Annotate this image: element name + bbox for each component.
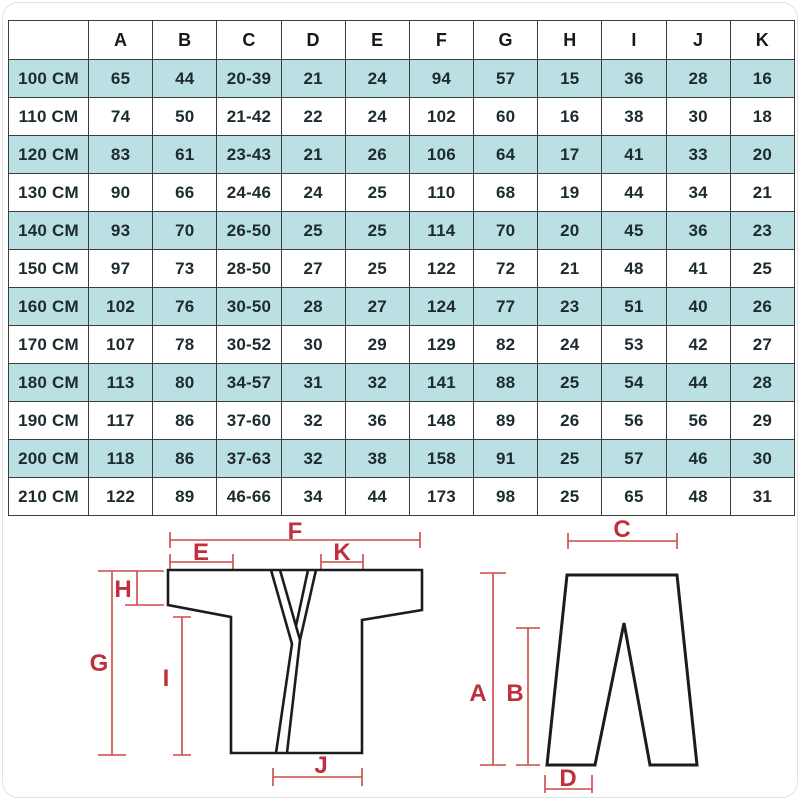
- measurement-cell: 25: [538, 364, 602, 402]
- table-row: [9, 364, 795, 402]
- measurement-cell: 72: [474, 250, 538, 288]
- measurement-cell: 51: [602, 288, 666, 326]
- measurement-cell: 91: [474, 440, 538, 478]
- measurement-cell: 16: [538, 98, 602, 136]
- table-row: [9, 440, 795, 478]
- measurement-cell: 70: [153, 212, 217, 250]
- measurement-cell: 27: [730, 326, 794, 364]
- measurement-cell: 158: [409, 440, 473, 478]
- row-size-label: 100 CM: [9, 60, 89, 98]
- measurement-cell: 88: [474, 364, 538, 402]
- column-header: A: [89, 21, 153, 60]
- row-size-label: 210 CM: [9, 478, 89, 516]
- column-header: I: [602, 21, 666, 60]
- measurement-cell: 21: [730, 174, 794, 212]
- measurement-cell: 129: [409, 326, 473, 364]
- table-row: [9, 250, 795, 288]
- measurement-cell: 90: [89, 174, 153, 212]
- measurement-cell: 56: [666, 402, 730, 440]
- measurement-cell: 102: [409, 98, 473, 136]
- measurement-cell: 34-57: [217, 364, 281, 402]
- measurement-cell: 19: [538, 174, 602, 212]
- pants-dim-label-c: C: [613, 516, 631, 543]
- column-header: J: [666, 21, 730, 60]
- measurement-cell: 53: [602, 326, 666, 364]
- measurement-cell: 28: [666, 60, 730, 98]
- measurement-cell: 41: [666, 250, 730, 288]
- measurement-cell: 37-60: [217, 402, 281, 440]
- measurement-cell: 30: [730, 440, 794, 478]
- measurement-cell: 29: [730, 402, 794, 440]
- measurement-cell: 29: [345, 326, 409, 364]
- row-size-label: 190 CM: [9, 402, 89, 440]
- jacket-diagram: [85, 515, 437, 800]
- measurement-cell: 89: [153, 478, 217, 516]
- measurement-cell: 77: [474, 288, 538, 326]
- measurement-cell: 44: [602, 174, 666, 212]
- pants-outline: [547, 575, 697, 765]
- measurement-cell: 113: [89, 364, 153, 402]
- pants-dim-label-a: A: [469, 680, 487, 707]
- measurement-cell: 21: [281, 60, 345, 98]
- measurement-cell: 32: [281, 402, 345, 440]
- measurement-cell: 93: [89, 212, 153, 250]
- measurement-cell: 25: [538, 440, 602, 478]
- row-size-label: 150 CM: [9, 250, 89, 288]
- corner-cell: [9, 21, 89, 60]
- measurement-cell: 50: [153, 98, 217, 136]
- row-size-label: 200 CM: [9, 440, 89, 478]
- measurement-cell: 21: [281, 136, 345, 174]
- measurement-cell: 25: [538, 478, 602, 516]
- measurement-cell: 21: [538, 250, 602, 288]
- jacket-dim-label-j: J: [314, 752, 328, 779]
- measurement-cell: 64: [474, 136, 538, 174]
- column-header: C: [217, 21, 281, 60]
- measurement-cell: 31: [730, 478, 794, 516]
- measurement-cell: 83: [89, 136, 153, 174]
- measurement-cell: 17: [538, 136, 602, 174]
- measurement-cell: 15: [538, 60, 602, 98]
- measurement-cell: 114: [409, 212, 473, 250]
- column-header: E: [345, 21, 409, 60]
- measurement-cell: 20: [730, 136, 794, 174]
- measurement-cell: 30-50: [217, 288, 281, 326]
- measurement-cell: 24: [538, 326, 602, 364]
- measurement-cell: 34: [666, 174, 730, 212]
- measurement-cell: 80: [153, 364, 217, 402]
- column-header: K: [730, 21, 794, 60]
- measurement-cell: 28: [281, 288, 345, 326]
- jacket-dim-label-k: K: [333, 539, 351, 566]
- measurement-cell: 57: [602, 440, 666, 478]
- measurement-cell: 25: [345, 174, 409, 212]
- measurement-cell: 66: [153, 174, 217, 212]
- measurement-cell: 118: [89, 440, 153, 478]
- measurement-cell: 36: [345, 402, 409, 440]
- row-size-label: 170 CM: [9, 326, 89, 364]
- pants-diagram: [450, 515, 750, 800]
- measurement-cell: 36: [666, 212, 730, 250]
- measurement-cell: 22: [281, 98, 345, 136]
- measurement-cell: 148: [409, 402, 473, 440]
- measurement-cell: 25: [345, 212, 409, 250]
- measurement-cell: 107: [89, 326, 153, 364]
- row-size-label: 130 CM: [9, 174, 89, 212]
- measurement-cell: 65: [602, 478, 666, 516]
- table-row: [9, 60, 795, 98]
- size-table-body: [9, 60, 795, 516]
- measurement-cell: 65: [89, 60, 153, 98]
- table-row: [9, 174, 795, 212]
- measurement-cell: 24: [345, 60, 409, 98]
- measurement-cell: 44: [345, 478, 409, 516]
- measurement-cell: 30: [666, 98, 730, 136]
- table-row: [9, 326, 795, 364]
- measurement-cell: 28-50: [217, 250, 281, 288]
- measurement-cell: 76: [153, 288, 217, 326]
- measurement-cell: 82: [474, 326, 538, 364]
- measurement-cell: 27: [281, 250, 345, 288]
- measurement-cell: 36: [602, 60, 666, 98]
- measurement-cell: 70: [474, 212, 538, 250]
- measurement-cell: 48: [602, 250, 666, 288]
- measurement-cell: 20: [538, 212, 602, 250]
- header-row: [9, 21, 795, 60]
- jacket-dim-label-e: E: [192, 539, 210, 566]
- table-row: [9, 136, 795, 174]
- measurement-cell: 26: [538, 402, 602, 440]
- measurement-cell: 34: [281, 478, 345, 516]
- column-header: B: [153, 21, 217, 60]
- measurement-cell: 61: [153, 136, 217, 174]
- measurement-cell: 23: [730, 212, 794, 250]
- column-header: D: [281, 21, 345, 60]
- row-size-label: 140 CM: [9, 212, 89, 250]
- measurement-cell: 38: [602, 98, 666, 136]
- measurement-cell: 18: [730, 98, 794, 136]
- size-table: [8, 20, 795, 516]
- row-size-label: 120 CM: [9, 136, 89, 174]
- measurement-cell: 44: [153, 60, 217, 98]
- measurement-cell: 23-43: [217, 136, 281, 174]
- jacket-dim-label-i: I: [162, 665, 170, 692]
- row-size-label: 160 CM: [9, 288, 89, 326]
- measurement-cell: 41: [602, 136, 666, 174]
- measurement-cell: 16: [730, 60, 794, 98]
- measurement-cell: 30-52: [217, 326, 281, 364]
- measurement-cell: 60: [474, 98, 538, 136]
- row-size-label: 180 CM: [9, 364, 89, 402]
- measurement-cell: 117: [89, 402, 153, 440]
- measurement-cell: 32: [281, 440, 345, 478]
- column-header: F: [409, 21, 473, 60]
- measurement-cell: 32: [345, 364, 409, 402]
- jacket-dim-label-h: H: [114, 576, 132, 603]
- pants-dim-label-d: D: [559, 765, 577, 792]
- measurement-cell: 23: [538, 288, 602, 326]
- measurement-cell: 27: [345, 288, 409, 326]
- table-row: [9, 478, 795, 516]
- measurement-cell: 31: [281, 364, 345, 402]
- measurement-cell: 21-42: [217, 98, 281, 136]
- measurement-cell: 24: [281, 174, 345, 212]
- table-row: [9, 402, 795, 440]
- measurement-cell: 102: [89, 288, 153, 326]
- measurement-cell: 25: [281, 212, 345, 250]
- measurement-cell: 94: [409, 60, 473, 98]
- measurement-cell: 30: [281, 326, 345, 364]
- measurement-cell: 24: [345, 98, 409, 136]
- measurement-cell: 46-66: [217, 478, 281, 516]
- measurement-cell: 40: [666, 288, 730, 326]
- measurement-cell: 86: [153, 440, 217, 478]
- jacket-dim-label-g: G: [89, 650, 109, 677]
- measurement-cell: 24-46: [217, 174, 281, 212]
- measurement-cell: 78: [153, 326, 217, 364]
- measurement-cell: 110: [409, 174, 473, 212]
- measurement-cell: 57: [474, 60, 538, 98]
- measurement-cell: 26-50: [217, 212, 281, 250]
- measurement-cell: 54: [602, 364, 666, 402]
- measurement-cell: 26: [345, 136, 409, 174]
- measurement-cell: 89: [474, 402, 538, 440]
- measurement-cell: 48: [666, 478, 730, 516]
- measurement-cell: 106: [409, 136, 473, 174]
- measurement-cell: 173: [409, 478, 473, 516]
- measurement-cell: 56: [602, 402, 666, 440]
- column-header: H: [538, 21, 602, 60]
- measurement-cell: 97: [89, 250, 153, 288]
- measurement-cell: 98: [474, 478, 538, 516]
- jacket-outline: [168, 570, 422, 753]
- measurement-cell: 33: [666, 136, 730, 174]
- measurement-cell: 124: [409, 288, 473, 326]
- table-row: [9, 98, 795, 136]
- row-size-label: 110 CM: [9, 98, 89, 136]
- measurement-cell: 25: [345, 250, 409, 288]
- measurement-cell: 73: [153, 250, 217, 288]
- measurement-cell: 141: [409, 364, 473, 402]
- measurement-cell: 42: [666, 326, 730, 364]
- table-row: [9, 288, 795, 326]
- measurement-cell: 38: [345, 440, 409, 478]
- measurement-cell: 20-39: [217, 60, 281, 98]
- measurement-cell: 25: [730, 250, 794, 288]
- measurement-cell: 37-63: [217, 440, 281, 478]
- measurement-cell: 74: [89, 98, 153, 136]
- measurement-cell: 122: [409, 250, 473, 288]
- measurement-cell: 68: [474, 174, 538, 212]
- column-header: G: [474, 21, 538, 60]
- jacket-dim-label-f: F: [287, 518, 303, 545]
- measurement-cell: 46: [666, 440, 730, 478]
- pants-dim-label-b: B: [506, 680, 524, 707]
- measurement-cell: 122: [89, 478, 153, 516]
- table-row: [9, 212, 795, 250]
- measurement-cell: 26: [730, 288, 794, 326]
- measurement-cell: 28: [730, 364, 794, 402]
- measurement-cell: 44: [666, 364, 730, 402]
- measurement-cell: 86: [153, 402, 217, 440]
- measurement-cell: 45: [602, 212, 666, 250]
